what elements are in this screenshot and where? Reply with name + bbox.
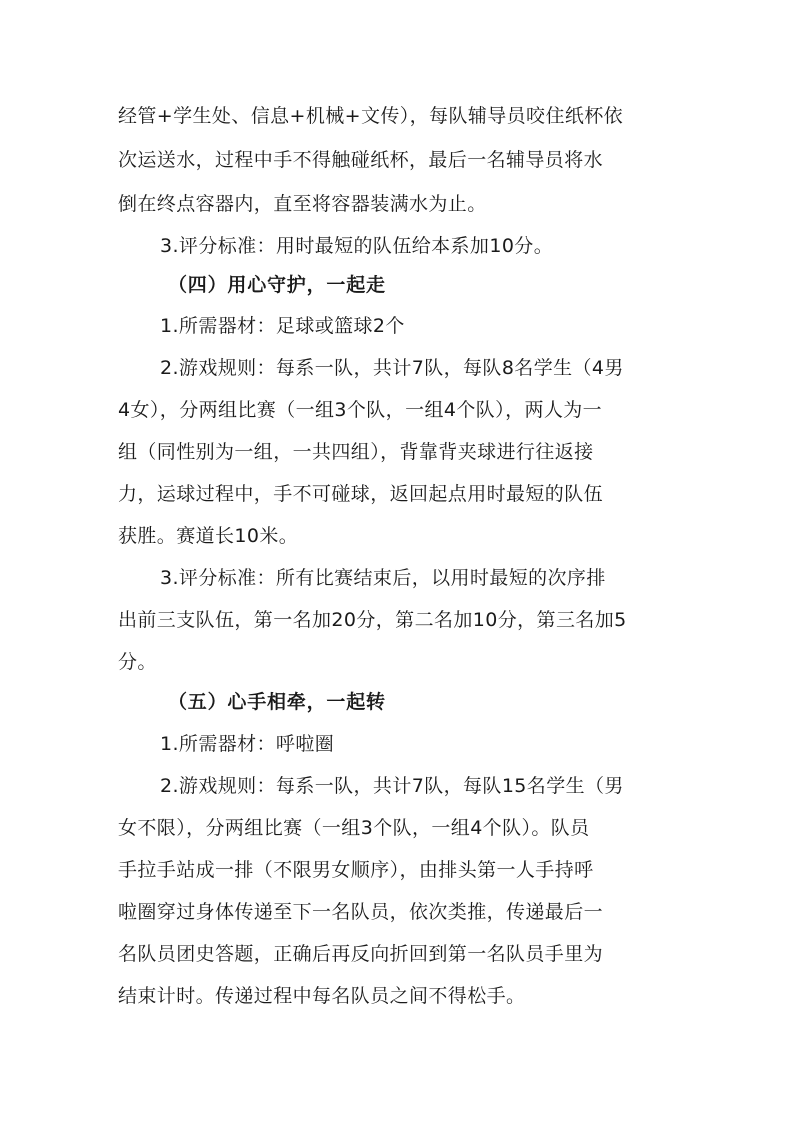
paragraph-line: 手拉手站成一排（不限男女顺序），由排头第一人手持呼 xyxy=(118,859,594,881)
section-heading: （四）用心守护，一起走 xyxy=(168,274,386,296)
paragraph-line: 啦圈穿过身体传递至下一名队员，依次类推，传递最后一 xyxy=(118,901,604,923)
paragraph-line: 出前三支队伍，第一名加20分，第二名加10分，第三名加5 xyxy=(118,609,627,631)
paragraph-line: 名队员团史答题，正确后再反向折回到第一名队员手里为 xyxy=(118,943,604,965)
paragraph-line: 组（同性别为一组，一共四组），背靠背夹球进行往返接 xyxy=(118,441,594,463)
paragraph-line: 分。 xyxy=(118,651,157,673)
section-heading: （五）心手相牵，一起转 xyxy=(168,691,386,713)
paragraph-line: 结束计时。传递过程中每名队员之间不得松手。 xyxy=(118,985,526,1007)
rule-item: 3.评分标准：用时最短的队伍给本系加10分。 xyxy=(160,235,554,257)
rule-item: 1.所需器材：呼啦圈 xyxy=(160,733,335,755)
rule-item: 3.评分标准：所有比赛结束后，以用时最短的次序排 xyxy=(160,567,606,589)
paragraph-line: 4女），分两组比赛（一组3个队，一组4个队），两人为一 xyxy=(118,399,603,421)
paragraph-line: 力，运球过程中，手不可碰球，返回起点用时最短的队伍 xyxy=(118,483,604,505)
paragraph-line: 女不限），分两组比赛（一组3个队，一组4个队）。队员 xyxy=(118,817,590,839)
rule-item: 2.游戏规则：每系一队，共计7队，每队15名学生（男 xyxy=(160,775,624,797)
paragraph-line: 经管+学生处、信息+机械+文传），每队辅导员咬住纸杯依 xyxy=(118,105,624,127)
rule-item: 2.游戏规则：每系一队，共计7队，每队8名学生（4男 xyxy=(160,357,624,379)
paragraph-line: 获胜。赛道长10米。 xyxy=(118,525,299,547)
paragraph-line: 倒在终点容器内，直至将容器装满水为止。 xyxy=(118,193,487,215)
paragraph-line: 次运送水，过程中手不得触碰纸杯，最后一名辅导员将水 xyxy=(118,149,604,171)
rule-item: 1.所需器材：足球或篮球2个 xyxy=(160,315,405,337)
